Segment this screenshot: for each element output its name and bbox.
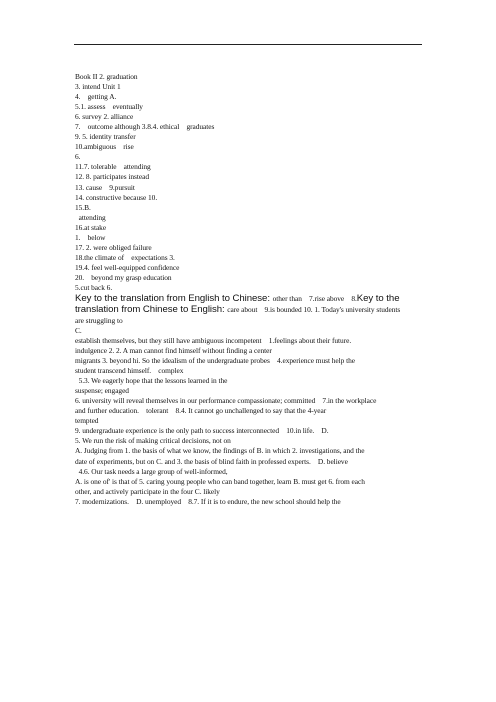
text-line: 19.4. feel well-equipped confidence [75, 262, 180, 272]
text-line: 13. cause 9.pursuit [75, 182, 135, 192]
text-line: are struggling to [75, 315, 123, 325]
text-line: 7. modernizations. D. unemployed 8.7. If it is to endure, the new school should help the [75, 496, 341, 506]
text-line: Book II 2. graduation [75, 72, 138, 81]
text-line: 1. below [75, 232, 106, 242]
text-line: tempted [75, 416, 99, 426]
document-body [75, 72, 427, 507]
text-line: A. Judging from 1. the basis of what we know, the findings of B. in which 2. investigations, and the [75, 446, 365, 456]
text-line: and further education. tolerant 8.4. It cannot go unchallenged to say that the 4-year [75, 406, 327, 416]
text-line: date of experiments, but on C. and 3. the basis of blind faith in professed experts. D. believe [75, 456, 348, 466]
text-line: 20. beyond my grasp education [75, 272, 172, 282]
text-line: 15.B. [75, 202, 91, 212]
text-line: 16.at stake [75, 222, 107, 232]
text-line: 6. [75, 152, 81, 162]
text-line: suspense; engaged [75, 386, 129, 396]
text-line: 5. We run the risk of making critical decisions, not on [75, 436, 231, 446]
text-line: indulgence 2. 2. A man cannot find himself without finding a center [75, 345, 272, 355]
text-line: migrants 3. beyond hi. So the idealism of the undergraduate probes 4.experience must help the [75, 356, 355, 366]
heading-line-chinese-to-english [75, 304, 427, 315]
heading-text: translation from Chinese to English: [75, 304, 228, 316]
text-line: 5.3. We eagerly hope that the lessons learned in the [75, 376, 228, 386]
text-line: 7. outcome although 3.8.4. ethical graduates [75, 122, 215, 132]
heading-text: Key to the translation from English to Chinese: [75, 293, 273, 305]
text-line: 5.1. assess eventually [75, 102, 143, 112]
text-line: 6. survey 2. alliance [75, 112, 134, 122]
text-line: 4.6. Our task needs a large group of well-informed, [75, 466, 228, 476]
inline-text: care about 9.is bounded 10. 1. Today's university students [227, 305, 401, 315]
text-line: 6. university will reveal themselves in our performance compassionate; committed 7.in the workplace [75, 396, 377, 406]
text-line: 11.7. tolerable attending [75, 162, 151, 172]
text-line: 9. undergraduate experience is the only path to success interconnected 10.in life. D. [75, 426, 329, 436]
text-line: 3. intend Unit 1 [75, 82, 121, 92]
text-line: 18.the climate of expectations 3. [75, 252, 175, 262]
heading-text: Key to the [356, 293, 400, 305]
text-line: 12. 8. participates instead [75, 172, 149, 182]
text-line: 17. 2. were obliged failure [75, 242, 152, 252]
text-line: student transcend himself. complex [75, 366, 184, 376]
header-rule [74, 44, 422, 45]
text-line: 9. 5. identity transfer [75, 132, 136, 142]
inline-text: other than 7.rise above 8. [272, 294, 357, 304]
text-line: 5.cut back 6. [75, 282, 113, 292]
heading-line-english-to-chinese [75, 293, 427, 304]
text-line: attending [75, 212, 106, 222]
text-line: 14. constructive because 10. [75, 192, 158, 202]
text-line: A. is one of' is that of 5. caring young people who can band together, learn B. must get 6. from each [75, 476, 365, 486]
text-line: establish themselves, but they still have ambiguous incompetent 1.feelings about their future. [75, 335, 352, 345]
text-line: C. [75, 325, 82, 335]
text-line: other, and actively participate in the four C. likely [75, 486, 220, 496]
text-line: 4. getting A. [75, 92, 117, 102]
text-line: 10.ambiguous rise [75, 142, 134, 152]
